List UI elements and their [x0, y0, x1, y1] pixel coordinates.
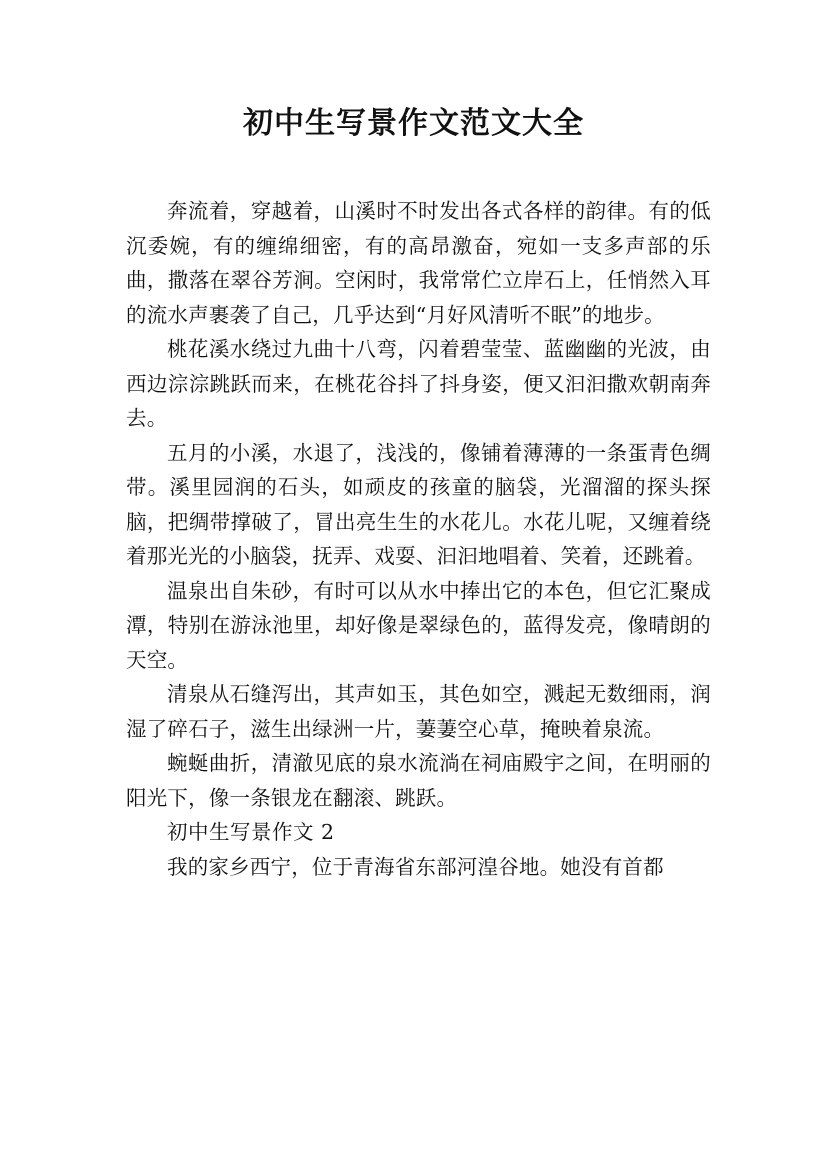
- section-heading: 初中生写景作文 2: [167, 820, 335, 844]
- paragraph-6: 蜿蜒曲折，清澈见底的泉水流淌在祠庙殿宇之间，在明丽的阳光下，像一条银龙在翻滚、跳跃。: [126, 751, 711, 810]
- paragraph-1: 奔流着，穿越着，山溪时不时发出各式各样的韵律。有的低沉委婉，有的缠绵细密，有的高昂激奋，宛如一支多声部的乐曲，撒落在翠谷芳涧。空闲时，我常常伫立岸石上，任悄然入耳的流水声裹袭了自己，几乎达到“月好风清听不眠”的地步。: [126, 199, 711, 327]
- document-title: 初中生写景作文范文大全: [243, 106, 584, 141]
- document-body: [126, 194, 711, 884]
- paragraph-3: 五月的小溪，水退了，浅浅的，像铺着薄薄的一条蛋青色绸带。溪里园润的石头，如顽皮的孩童的脑袋，光溜溜的探头探脑，把绸带撑破了，冒出亮生生的水花儿。水花儿呢，又缠着绕着那光光的小脑袋，抚弄、戏耍、汩汩地唱着、笑着，还跳着。: [126, 440, 711, 568]
- paragraph-7: 我的家乡西宁，位于青海省东部河湟谷地。她没有首都: [167, 854, 664, 879]
- paragraph-5: 清泉从石缝泻出，其声如玉，其色如空，溅起无数细雨，润湿了碎石子，滋生出绿洲一片，萋萋空心草，掩映着泉流。: [126, 682, 711, 741]
- paragraph-2: 桃花溪水绕过九曲十八弯，闪着碧莹莹、蓝幽幽的光波，由西边淙淙跳跃而来，在桃花谷抖了抖身姿，便又汩汩撒欢朝南奔去。: [126, 337, 711, 430]
- paragraph-4: 温泉出自朱砂，有时可以从水中捧出它的本色，但它汇聚成潭，特别在游泳池里，却好像是翠绿色的，蓝得发亮，像晴朗的天空。: [126, 578, 711, 672]
